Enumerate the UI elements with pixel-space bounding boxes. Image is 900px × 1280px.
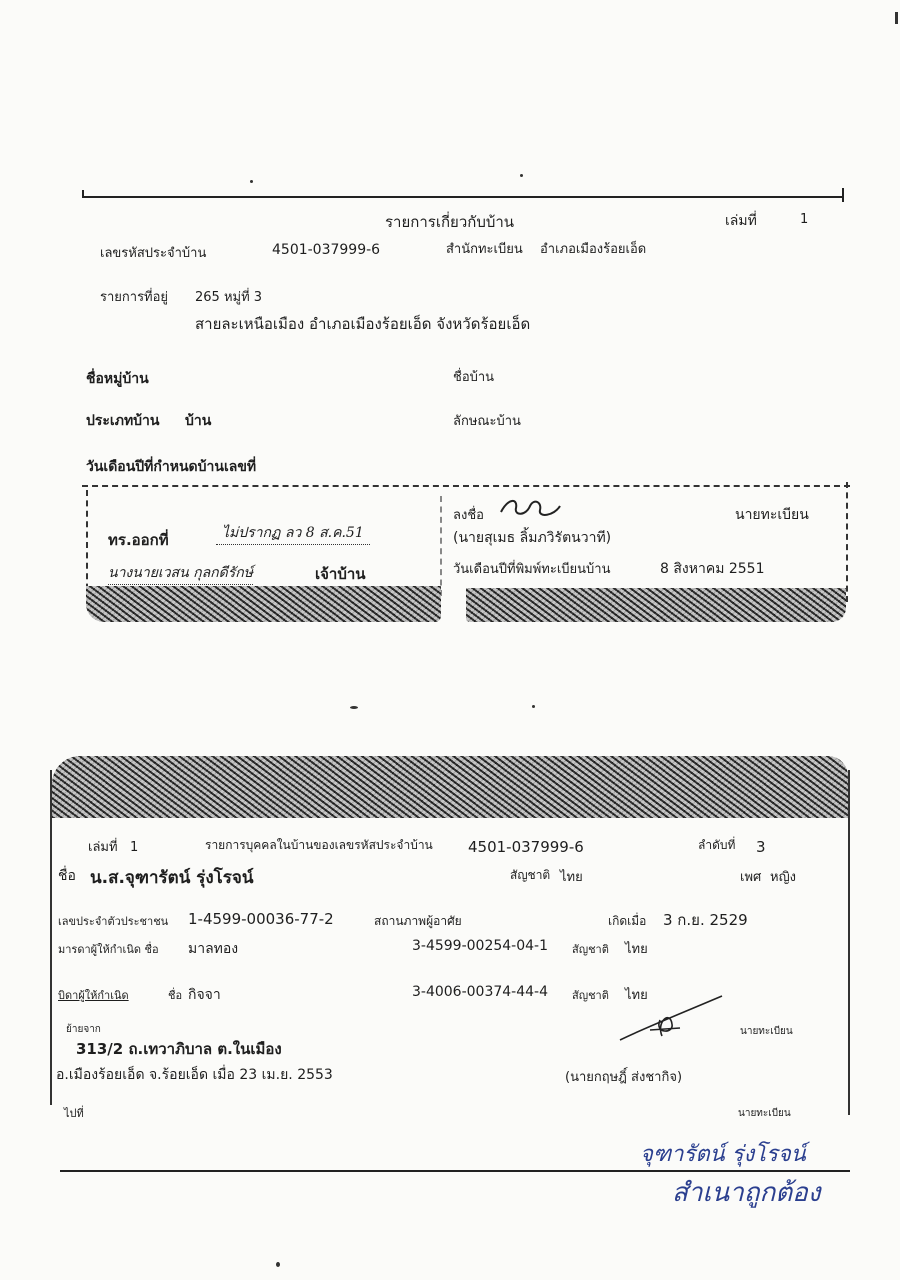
lower-book-number: 1 <box>130 840 139 855</box>
village-label: ชื่อหมู่บ้าน <box>86 371 149 387</box>
sign-label: ลงชื่อ <box>453 508 484 523</box>
father-name: กิจจา <box>188 987 221 1003</box>
assigned-date-label: วันเดือนปีที่กำหนดบ้านเลขที่ <box>86 459 257 475</box>
order-number: 3 <box>756 838 766 856</box>
house-type-label: ประเภทบ้าน <box>86 413 160 429</box>
dashed-divider-middle <box>440 496 442 596</box>
lower-border-left <box>50 770 52 1105</box>
mother-nationality: ไทย <box>625 942 648 957</box>
house-name-label: ชื่อบ้าน <box>453 370 495 385</box>
moved-from-label: ย้ายจาก <box>66 1024 101 1035</box>
scan-noise-header <box>52 756 848 818</box>
dashed-separator <box>82 485 850 487</box>
person-name: น.ส.จุฑารัตน์ รุ่งโรจน์ <box>90 868 254 888</box>
house-code-label: เลขรหัสประจำบ้าน <box>100 246 207 261</box>
mother-label: มารดาผู้ให้กำเนิด ชื่อ <box>58 943 159 956</box>
lower-house-code: 4501-037999-6 <box>468 838 584 856</box>
moved-from-line-1: 313/2 ถ.เทวาภิบาล ต.ในเมือง <box>76 1040 282 1058</box>
issued-label: ทร.ออกที่ <box>108 531 169 549</box>
nationality-label: สัญชาติ <box>510 868 551 882</box>
lower-book-label: เล่มที่ <box>88 840 118 855</box>
certify-handwritten-name: จุฑารัตน์ รุ่งโรจน์ <box>640 1142 806 1167</box>
mother-name: มาลทอง <box>188 941 239 957</box>
address-line-1: 265 หมู่ที่ 3 <box>195 290 263 305</box>
officer-signature <box>610 990 730 1050</box>
id-value: 1-4599-00036-77-2 <box>188 910 334 928</box>
dashed-border-right <box>846 482 848 602</box>
top-border-tick-right <box>842 188 844 202</box>
officer-role-2: นายทะเบียน <box>738 1108 791 1119</box>
book-label: เล่มที่ <box>725 213 757 229</box>
top-border-line <box>82 196 844 198</box>
print-date-label: วันเดือนปีที่พิมพ์ทะเบียนบ้าน <box>453 562 611 577</box>
order-label: ลำดับที่ <box>698 838 736 852</box>
address-label: รายการที่อยู่ <box>100 290 169 305</box>
scan-speck <box>532 705 535 708</box>
moved-to-label: ไปที่ <box>64 1107 84 1120</box>
registrar-name: (นายสุเมธ ลิ้มภวิรัตนวาที) <box>453 530 612 546</box>
nationality-value: ไทย <box>560 870 583 885</box>
sex-label: เพศ <box>740 870 762 885</box>
birth-label: เกิดเมื่อ <box>608 914 647 928</box>
officer-name: (นายกฤษฎิ์ ส่งชากิจ) <box>565 1070 683 1085</box>
father-id: 3-4006-00374-44-4 <box>412 984 549 1000</box>
house-section-title: รายการเกี่ยวกับบ้าน <box>385 213 515 231</box>
name-label: ชื่อ <box>58 868 76 884</box>
top-border-tick-left <box>82 190 84 198</box>
registrar-signature <box>496 494 566 522</box>
certify-handwritten-text: สำเนาถูกต้อง <box>672 1178 821 1208</box>
print-date-value: 8 สิงหาคม 2551 <box>660 561 765 577</box>
registry-value: อำเภอเมืองร้อยเอ็ด <box>540 242 647 257</box>
owner-label: เจ้าบ้าน <box>315 565 366 583</box>
person-list-title: รายการบุคคลในบ้านของเลขรหัสประจำบ้าน <box>205 838 433 852</box>
scan-speck <box>250 180 253 183</box>
father-nationality: ไทย <box>625 988 648 1003</box>
book-number: 1 <box>800 212 809 227</box>
issued-value-handwritten: ไม่ปรากฏ ลว 8 ส.ค.51 <box>216 522 370 545</box>
address-line-2: สายละเหนือเมือง อำเภอเมืองร้อยเอ็ด จังหวัดร้อยเอ็ด <box>195 315 531 333</box>
scan-speck <box>350 706 358 709</box>
father-name-label: ชื่อ <box>168 989 183 1002</box>
registry-label: สำนักทะเบียน <box>446 242 523 257</box>
lower-border-right <box>848 770 850 1115</box>
registrar-title: นายทะเบียน <box>735 507 809 523</box>
id-label: เลขประจำตัวประชาชน <box>58 915 169 928</box>
dashed-border-left <box>86 490 88 600</box>
house-type-value: บ้าน <box>185 413 212 429</box>
owner-name-handwritten: นางนายเวสน กุลกดีรักษ์ <box>108 562 253 585</box>
scan-speck <box>276 1262 280 1267</box>
sex-value: หญิง <box>770 870 796 885</box>
house-feature-label: ลักษณะบ้าน <box>453 414 521 429</box>
father-nationality-label: สัญชาติ <box>572 989 609 1002</box>
father-label: บิดาผู้ให้กำเนิด <box>58 989 129 1002</box>
scan-noise-band <box>466 588 846 622</box>
scan-speck <box>520 174 523 177</box>
mother-nationality-label: สัญชาติ <box>572 943 609 956</box>
birth-date: 3 ก.ย. 2529 <box>663 911 748 929</box>
house-code-value: 4501-037999-6 <box>272 242 381 258</box>
scan-speck <box>895 12 898 24</box>
officer-role: นายทะเบียน <box>740 1026 793 1037</box>
resident-status-label: สถานภาพผู้อาศัย <box>374 914 462 928</box>
scan-noise-band <box>86 586 441 622</box>
moved-from-line-2: อ.เมืองร้อยเอ็ด จ.ร้อยเอ็ด เมื่อ 23 เม.ย. 2553 <box>56 1067 333 1083</box>
mother-id: 3-4599-00254-04-1 <box>412 938 549 954</box>
